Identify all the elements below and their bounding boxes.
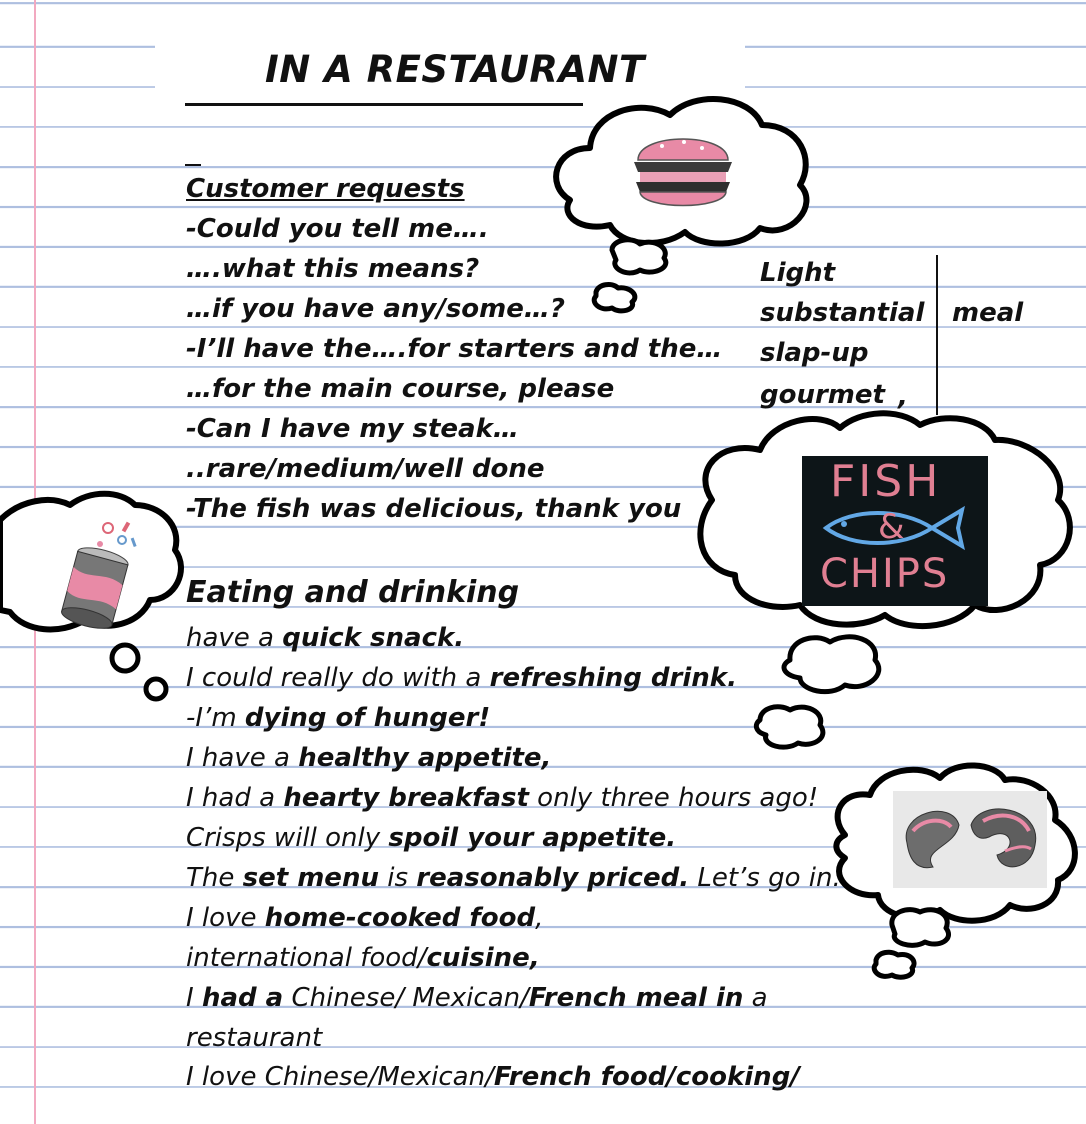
title-underline bbox=[185, 103, 583, 106]
meal-word-light: Light bbox=[760, 258, 836, 288]
eating-drinking-heading: Eating and drinking bbox=[186, 575, 520, 610]
phrase-line: Crisps will only spoil your appetite. bbox=[186, 823, 677, 853]
request-line: ..rare/medium/well done bbox=[186, 454, 545, 484]
croissant-image bbox=[893, 791, 1047, 888]
phrase-line: I have a healthy appetite, bbox=[186, 743, 552, 773]
drink-can-image bbox=[52, 514, 146, 632]
phrase-line: -I’m dying of hunger! bbox=[186, 703, 491, 733]
can-thought-bubble bbox=[146, 679, 166, 699]
fish-thought-bubble bbox=[756, 707, 823, 747]
phrase-line: have a quick snack. bbox=[186, 623, 465, 653]
meal-word-substantial: substantial bbox=[760, 298, 925, 328]
meal-word-comma: , bbox=[898, 382, 908, 412]
request-line: -The fish was delicious, thank you bbox=[186, 494, 682, 524]
phrase-line: I love home-cooked food, bbox=[186, 903, 544, 933]
burger-thought-bubble bbox=[594, 285, 635, 311]
small-rule bbox=[185, 164, 201, 166]
phrase-line: The set menu is reasonably priced. Let’s go in. bbox=[186, 863, 841, 893]
croissant-thought-bubble bbox=[874, 952, 914, 977]
phrase-line: I had a hearty breakfast only three hours ago! bbox=[186, 783, 819, 813]
page-title: IN A RESTAURANT bbox=[265, 48, 645, 91]
burger-thought-bubble bbox=[612, 240, 666, 273]
request-line: -Could you tell me…. bbox=[186, 214, 489, 244]
request-line: -I’ll have the….for starters and the… bbox=[186, 334, 723, 364]
croissant-thought-bubble bbox=[892, 910, 949, 946]
phrase-line: international food/cuisine, bbox=[186, 943, 540, 973]
request-line: …if you have any/some…? bbox=[186, 294, 565, 324]
hamburger-image bbox=[632, 124, 734, 212]
can-thought-bubble bbox=[112, 645, 138, 671]
sign-ampersand: & bbox=[878, 507, 905, 547]
request-line: …for the main course, please bbox=[186, 374, 615, 404]
fish-thought-bubble bbox=[784, 637, 879, 692]
request-line: ….what this means? bbox=[186, 254, 480, 284]
meal-word-gourmet: gourmet bbox=[760, 380, 885, 410]
fish-and-chips-sign-image bbox=[802, 456, 988, 606]
sign-chips-text: CHIPS bbox=[820, 551, 950, 597]
request-line: -Can I have my steak… bbox=[186, 414, 519, 444]
meal-word-slap-up: slap-up bbox=[760, 338, 869, 368]
phrase-line: I had a Chinese/ Mexican/French meal in a bbox=[186, 983, 768, 1013]
phrase-line: restaurant bbox=[186, 1023, 323, 1053]
sign-fish-text: FISH bbox=[830, 456, 942, 507]
meal-word-meal: meal bbox=[952, 298, 1024, 328]
phrase-line: I could really do with a refreshing drink. bbox=[186, 663, 737, 693]
customer-requests-heading: Customer requests bbox=[186, 174, 465, 204]
meal-divider-line bbox=[936, 255, 938, 415]
phrase-line: I love Chinese/Mexican/French food/cooking/ bbox=[186, 1062, 800, 1092]
